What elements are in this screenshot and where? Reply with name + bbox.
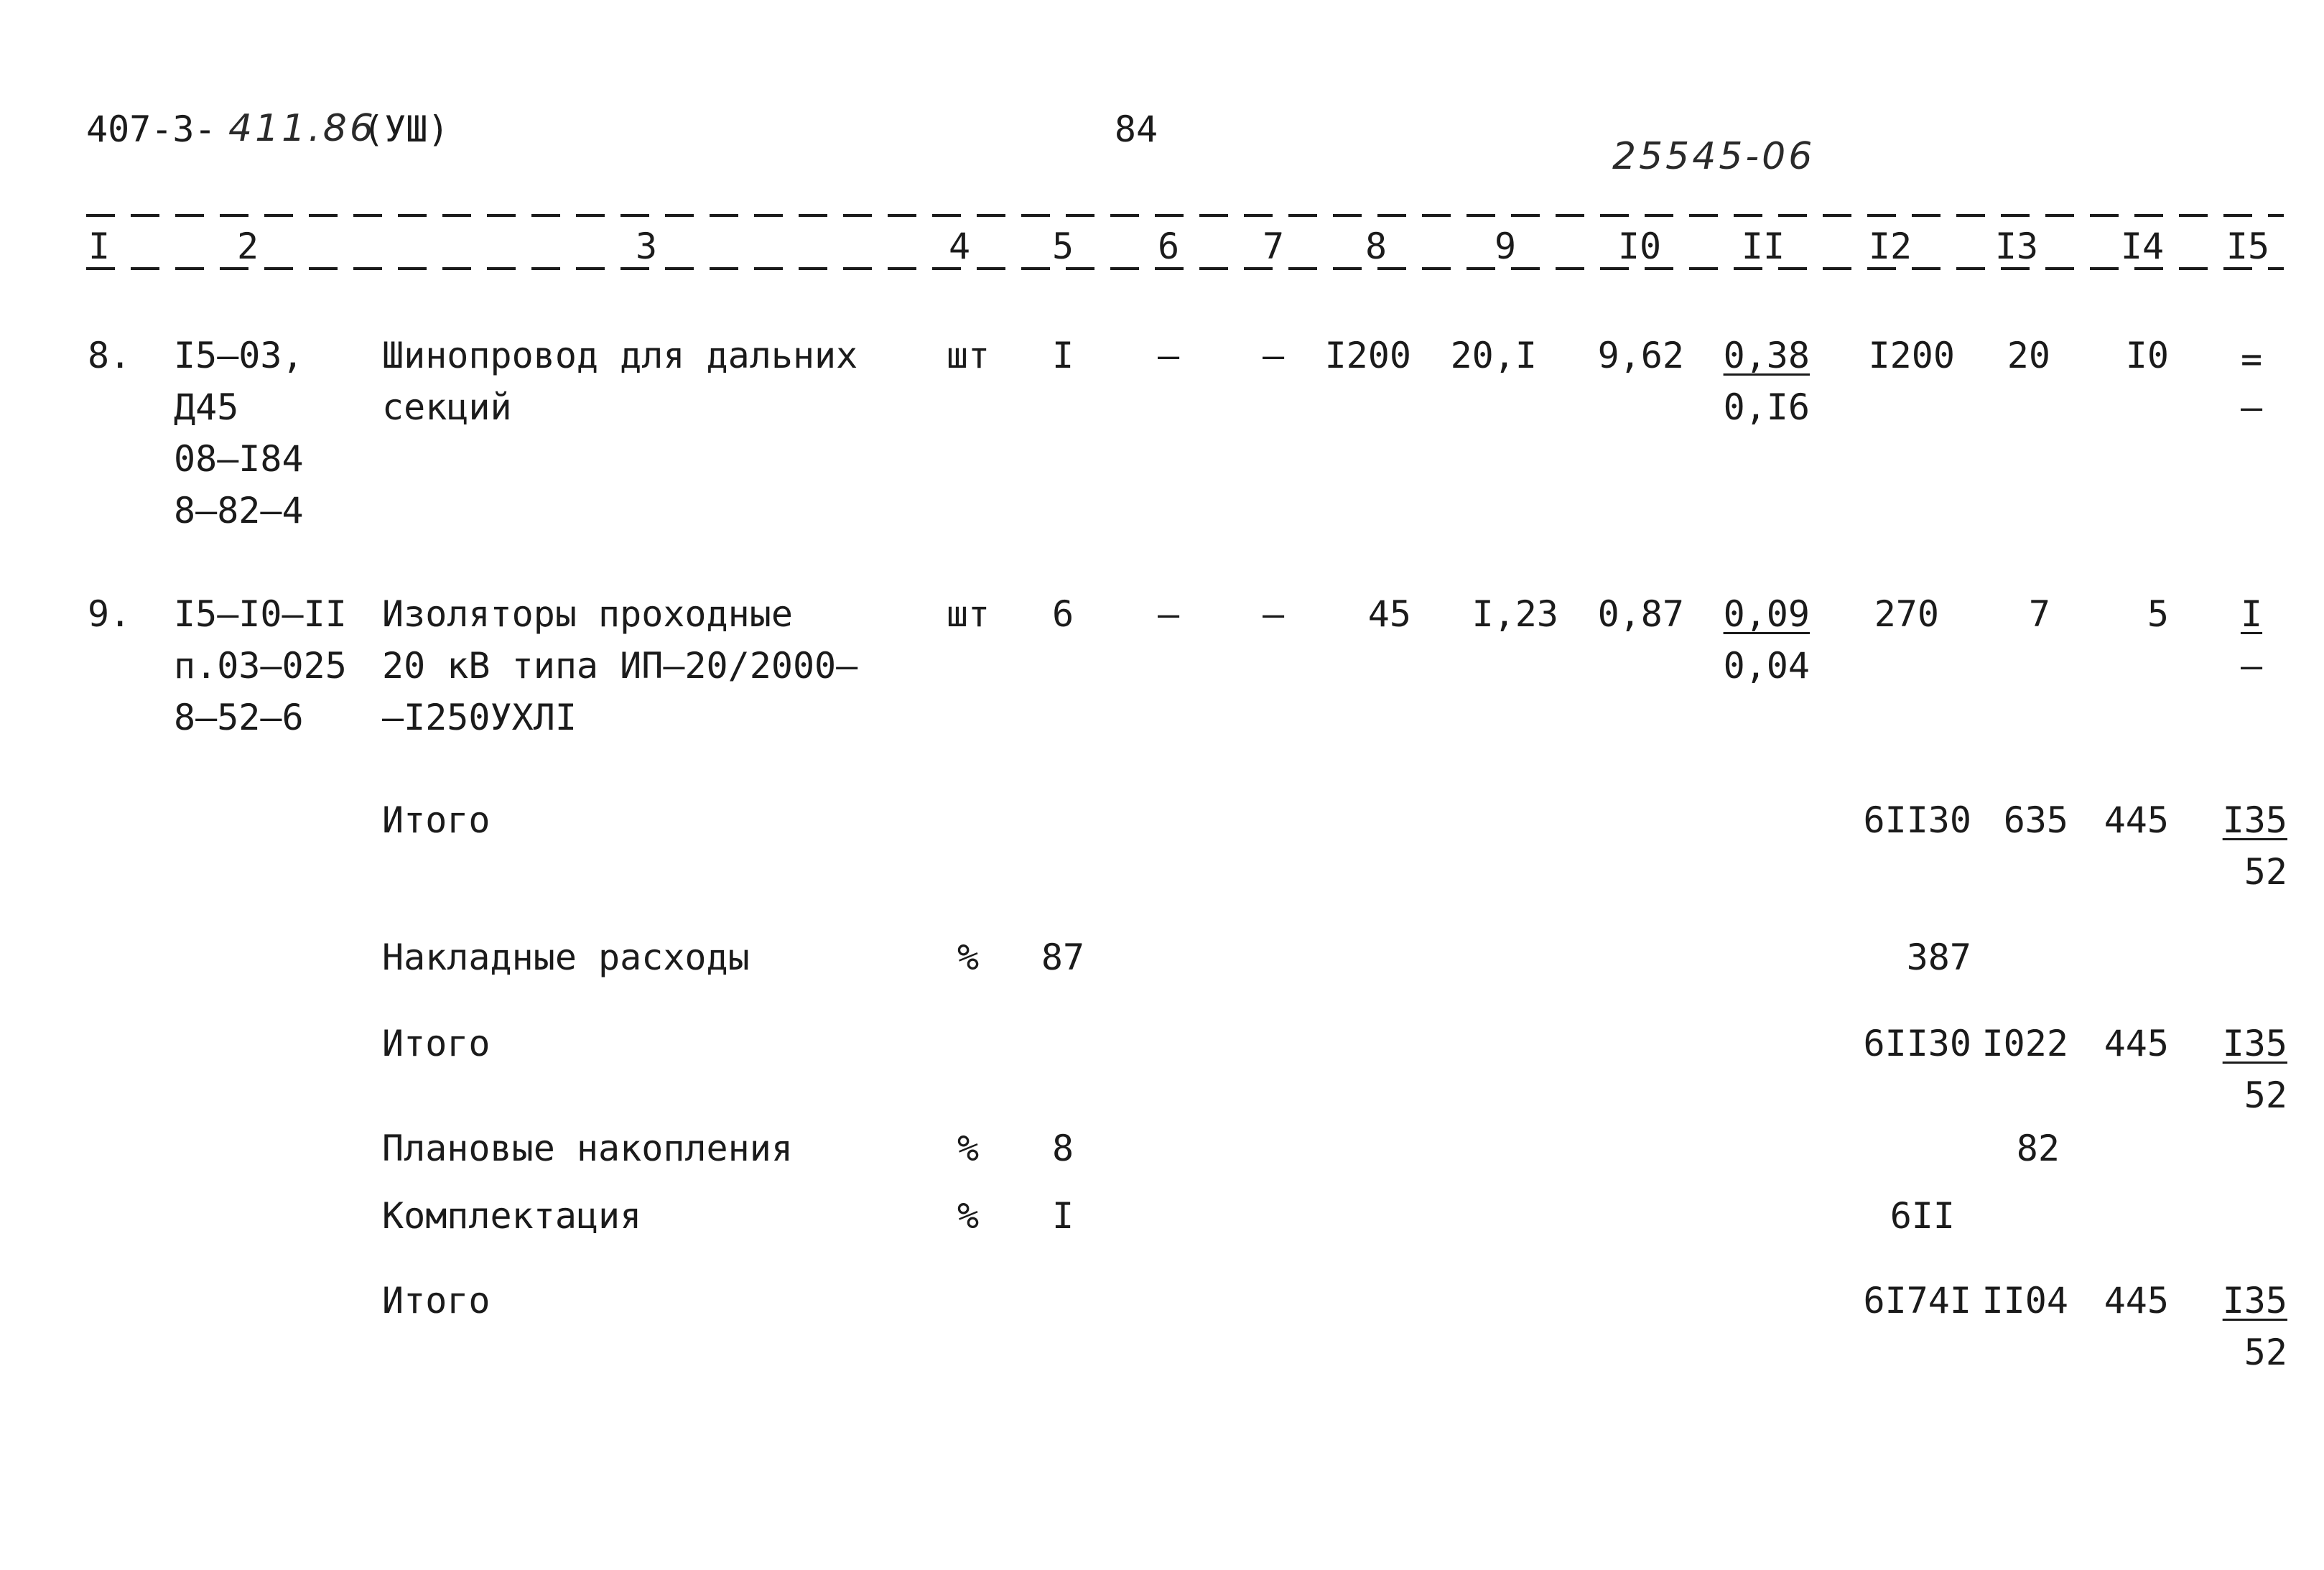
summary-label: Накладные расходы xyxy=(382,937,750,978)
row-col10: 9,62 xyxy=(1597,335,1684,376)
column-header: I3 xyxy=(1994,226,2039,267)
column-header: 5 xyxy=(1051,226,1074,267)
summary-col15-top: I35 xyxy=(2222,1280,2287,1322)
column-header: I5 xyxy=(2226,226,2270,267)
summary-unit: % xyxy=(957,1128,980,1169)
row-reference: 8–52–6 xyxy=(174,697,304,738)
row-reference: 08–I84 xyxy=(174,438,304,480)
column-header: II xyxy=(1741,226,1785,267)
handwritten-stamp-number: 25545-06 xyxy=(1612,135,1816,178)
header-bottom-rule xyxy=(86,267,2284,270)
column-header: 8 xyxy=(1365,226,1388,267)
row-description: секций xyxy=(382,386,512,428)
summary-label: Итого xyxy=(382,799,491,841)
row-col11-top: 0,38 xyxy=(1723,335,1810,376)
document-code: 407-3- xyxy=(86,108,216,150)
summary-col12: 6II xyxy=(1890,1195,1955,1237)
row-col12: I200 xyxy=(1868,335,1955,376)
row-reference: 8–82–4 xyxy=(174,490,304,531)
summary-col12: 6I74I xyxy=(1863,1280,1971,1322)
row-col12: 270 xyxy=(1874,593,1939,635)
row-description: –I250УХЛI xyxy=(382,697,577,738)
document-code-handwritten: 411.86 xyxy=(228,107,376,150)
summary-col14: 445 xyxy=(2104,799,2169,841)
row-reference: I5–I0–II xyxy=(174,593,347,635)
summary-col13: 82 xyxy=(2016,1128,2060,1169)
column-header: I2 xyxy=(1868,226,1912,267)
column-header: 2 xyxy=(236,226,259,267)
summary-col12: 387 xyxy=(1906,937,1971,978)
row-col15-top: I xyxy=(2240,593,2263,635)
row-col11-bottom: 0,04 xyxy=(1723,645,1810,687)
row-number: 9. xyxy=(88,593,131,635)
row-unit: шт xyxy=(946,593,990,635)
summary-col13: II04 xyxy=(1981,1280,2068,1322)
column-header: 3 xyxy=(635,226,658,267)
row-col14: 5 xyxy=(2147,593,2169,635)
row-reference: Д45 xyxy=(174,386,239,428)
column-header: 7 xyxy=(1262,226,1285,267)
summary-col13: I022 xyxy=(1981,1023,2068,1064)
summary-col15-bottom: 52 xyxy=(2244,851,2287,893)
summary-label: Итого xyxy=(382,1023,491,1064)
summary-col12: 6II30 xyxy=(1863,1023,1971,1064)
summary-rate: 87 xyxy=(1041,937,1085,978)
row-col10: 0,87 xyxy=(1597,593,1684,635)
summary-label: Итого xyxy=(382,1280,491,1322)
header-top-rule xyxy=(86,214,2284,217)
row-description: Изоляторы проходные xyxy=(382,593,793,635)
summary-label: Комплектация xyxy=(382,1195,642,1237)
row-col7: – xyxy=(1262,335,1285,376)
summary-rate: I xyxy=(1051,1195,1074,1237)
column-header: 9 xyxy=(1494,226,1517,267)
row-col6: – xyxy=(1157,335,1180,376)
column-header: 4 xyxy=(948,226,971,267)
summary-unit: % xyxy=(957,1195,980,1237)
row-description: 20 кВ типа ИП–20/2000– xyxy=(382,645,858,687)
row-description: Шинопровод для дальних xyxy=(382,335,858,376)
row-col9: 20,I xyxy=(1450,335,1537,376)
row-col15-bottom: – xyxy=(2240,386,2263,428)
row-col8: 45 xyxy=(1367,593,1411,635)
row-col6: – xyxy=(1157,593,1180,635)
summary-col13: 635 xyxy=(2003,799,2068,841)
row-col7: – xyxy=(1262,593,1285,635)
column-header: I xyxy=(88,226,111,267)
column-header: I0 xyxy=(1617,226,1662,267)
row-col13: 20 xyxy=(2007,335,2050,376)
volume-label: (УШ) xyxy=(363,108,450,150)
summary-col14: 445 xyxy=(2104,1023,2169,1064)
summary-label: Плановые накопления xyxy=(382,1128,793,1169)
row-reference: I5–03, xyxy=(174,335,304,376)
row-col14: I0 xyxy=(2125,335,2169,376)
summary-rate: 8 xyxy=(1051,1128,1074,1169)
row-col15-top: = xyxy=(2240,338,2263,380)
row-col9: I,23 xyxy=(1472,593,1558,635)
page-number: 84 xyxy=(1114,108,1158,150)
row-reference: п.03–025 xyxy=(174,645,347,687)
column-header: I4 xyxy=(2120,226,2165,267)
summary-col15-top: I35 xyxy=(2222,799,2287,841)
row-col15-bottom: – xyxy=(2240,645,2263,687)
row-quantity: I xyxy=(1051,335,1074,376)
summary-col15-top: I35 xyxy=(2222,1023,2287,1064)
row-col11-top: 0,09 xyxy=(1723,593,1810,635)
summary-col15-bottom: 52 xyxy=(2244,1074,2287,1116)
row-col8: I200 xyxy=(1324,335,1411,376)
summary-col15-bottom: 52 xyxy=(2244,1332,2287,1373)
row-number: 8. xyxy=(88,335,131,376)
row-col11-bottom: 0,I6 xyxy=(1723,386,1810,428)
row-unit: шт xyxy=(946,335,990,376)
summary-unit: % xyxy=(957,937,980,978)
summary-col12: 6II30 xyxy=(1863,799,1971,841)
row-col13: 7 xyxy=(2028,593,2050,635)
summary-col14: 445 xyxy=(2104,1280,2169,1322)
column-header: 6 xyxy=(1157,226,1180,267)
row-quantity: 6 xyxy=(1051,593,1074,635)
